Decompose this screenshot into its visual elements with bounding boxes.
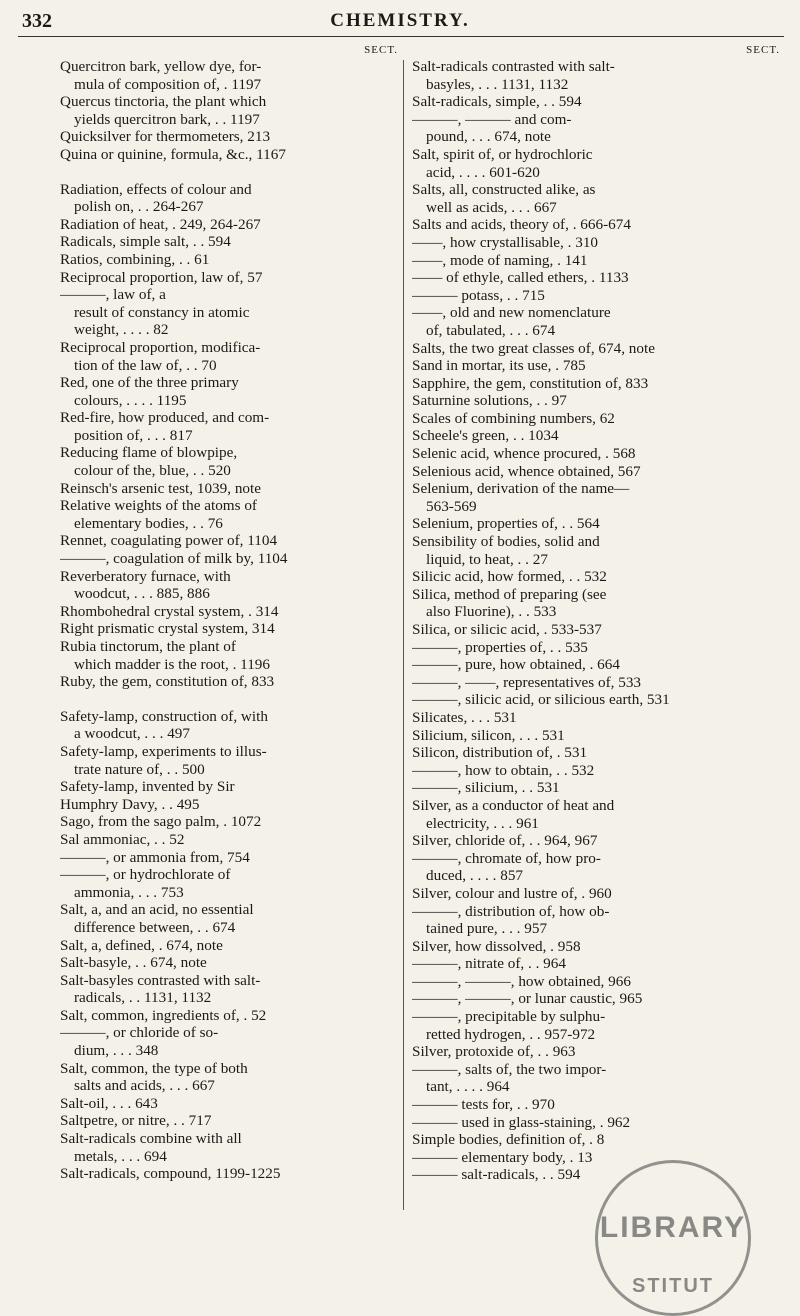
index-line: Reinsch's arsenic test, 1039, note xyxy=(60,479,261,497)
index-line: Red-fire, how produced, and com- xyxy=(60,409,270,427)
index-line: tained pure, . . . 957 xyxy=(426,920,548,938)
index-line: ——— used in glass-staining, . 962 xyxy=(412,1113,631,1131)
index-line: basyles, . . . 1131, 1132 xyxy=(426,75,569,93)
index-line: Relative weights of the atoms of xyxy=(60,497,257,515)
index-line: Salts, all, constructed alike, as xyxy=(412,181,596,199)
index-line: tant, . . . . 964 xyxy=(426,1078,510,1096)
index-line: Salt-radicals, simple, . . 594 xyxy=(412,93,582,111)
index-line: ——— elementary body, . 13 xyxy=(412,1148,593,1166)
column-divider xyxy=(403,60,404,1210)
index-line: ——, how crystallisable, . 310 xyxy=(412,233,599,251)
index-line: Scales of combining numbers, 62 xyxy=(412,409,615,427)
index-line: Salts, the two great classes of, 674, note xyxy=(412,339,655,357)
index-line: ———, salts of, the two impor- xyxy=(412,1060,607,1078)
index-line: Salt, spirit of, or hydrochloric xyxy=(412,145,593,163)
index-line: Safety-lamp, invented by Sir xyxy=(60,778,235,796)
index-line: of, tabulated, . . . 674 xyxy=(426,321,556,339)
header-rule xyxy=(18,36,784,37)
index-line: metals, . . . 694 xyxy=(74,1147,167,1165)
index-line: radicals, . . 1131, 1132 xyxy=(74,989,212,1007)
index-line: Silver, protoxide of, . . 963 xyxy=(412,1043,576,1061)
index-line: Saltpetre, or nitre, . . 717 xyxy=(60,1112,212,1130)
index-line: Salt-radicals combine with all xyxy=(60,1130,242,1148)
running-head: CHEMISTRY. xyxy=(330,10,470,31)
index-line: Ruby, the gem, constitution of, 833 xyxy=(60,673,275,691)
index-column-right xyxy=(412,42,784,1184)
index-line: Simple bodies, definition of, . 8 xyxy=(412,1131,605,1149)
index-line: Silicates, . . . 531 xyxy=(412,708,517,726)
index-line: retted hydrogen, . . 957-972 xyxy=(426,1025,596,1043)
index-line: Selenium, derivation of the name— xyxy=(412,480,630,498)
index-line: ———, precipitable by sulphu- xyxy=(412,1008,606,1026)
index-line: Scheele's green, . . 1034 xyxy=(412,427,559,445)
index-line: Salt-basyle, . . 674, note xyxy=(60,954,207,972)
index-line: ———, silicium, . . 531 xyxy=(412,779,560,797)
entries-left xyxy=(60,58,402,1183)
index-line: ——, old and new nomenclature xyxy=(412,304,611,322)
index-line: Quina or quinine, formula, &c., 1167 xyxy=(60,145,286,163)
index-line: ———, properties of, . . 535 xyxy=(412,638,588,656)
index-line: colour of the, blue, . . 520 xyxy=(74,462,231,480)
index-line: ——, mode of naming, . 141 xyxy=(412,251,588,269)
index-line: ———, distribution of, how ob- xyxy=(412,902,610,920)
index-line: woodcut, . . . 885, 886 xyxy=(74,585,210,603)
index-line: colours, . . . . 1195 xyxy=(74,391,187,409)
index-line: yields quercitron bark, . . 1197 xyxy=(74,110,260,128)
index-line: Sago, from the sago palm, . 1072 xyxy=(60,813,262,831)
sect-label-right: SECT. xyxy=(746,44,780,56)
index-line: salts and acids, . . . 667 xyxy=(74,1077,215,1095)
stamp-text-library: LIBRARY xyxy=(599,1211,747,1244)
entries-right xyxy=(412,58,784,1184)
index-line: Silica, or silicic acid, . 533-537 xyxy=(412,621,602,638)
index-line: Sand in mortar, its use, . 785 xyxy=(412,357,586,375)
index-line: Rennet, coagulating power of, 1104 xyxy=(60,532,278,550)
index-line: Silicium, silicon, . . . 531 xyxy=(412,726,565,744)
index-line: polish on, . . 264-267 xyxy=(74,198,204,216)
index-line: ———, or hydrochlorate of xyxy=(60,866,231,884)
index-line: ——— salt-radicals, . . 594 xyxy=(412,1166,581,1184)
index-line: pound, . . . 674, note xyxy=(426,128,551,146)
index-line: Selenic acid, whence procured, . 568 xyxy=(412,445,636,463)
index-line: ———, ——, representatives of, 533 xyxy=(412,673,642,691)
index-line: Silver, how dissolved, . 958 xyxy=(412,937,581,955)
index-line: difference between, . . 674 xyxy=(74,918,236,936)
index-line: electricity, . . . 961 xyxy=(426,814,539,832)
index-line: Silver, chloride of, . . 964, 967 xyxy=(412,832,598,850)
index-line: ———, pure, how obtained, . 664 xyxy=(412,656,620,674)
stamp-text-institute: STITUT xyxy=(632,1275,714,1297)
index-line: Radiation of heat, . 249, 264-267 xyxy=(60,215,261,233)
index-line: Quercitron bark, yellow dye, for- xyxy=(60,58,262,75)
index-line: 563-569 xyxy=(426,497,477,515)
section-gap xyxy=(60,691,402,708)
index-line: Saturnine solutions, . . 97 xyxy=(412,392,567,410)
index-line: Silicon, distribution of, . 531 xyxy=(412,744,588,762)
index-line: also Fluorine), . . 533 xyxy=(426,603,557,621)
index-line: Reciprocal proportion, modifica- xyxy=(60,338,261,356)
index-line: Humphry Davy, . . 495 xyxy=(60,795,200,813)
index-line: Sapphire, the gem, constitution of, 833 xyxy=(412,374,649,392)
index-line: result of constancy in atomic xyxy=(74,303,250,321)
index-line: Selenium, properties of, . . 564 xyxy=(412,515,600,533)
index-line: Quicksilver for thermometers, 213 xyxy=(60,128,271,146)
index-line: ———, chromate of, how pro- xyxy=(412,849,601,867)
index-line: Sensibility of bodies, solid and xyxy=(412,533,600,551)
index-line: Selenious acid, whence obtained, 567 xyxy=(412,462,641,480)
index-line: Salt-radicals contrasted with salt- xyxy=(412,58,615,75)
index-line: tion of the law of, . . 70 xyxy=(74,356,217,374)
index-line: Silica, method of preparing (see xyxy=(412,585,607,603)
index-line: a woodcut, . . . 497 xyxy=(74,725,190,743)
index-line: ———, silicic acid, or silicious earth, 531 xyxy=(412,691,670,709)
index-line: Safety-lamp, experiments to illus- xyxy=(60,742,267,760)
index-line: position of, . . . 817 xyxy=(74,426,193,444)
index-line: Salt, common, ingredients of, . 52 xyxy=(60,1006,267,1024)
index-column-left xyxy=(60,42,402,1183)
index-line: Ratios, combining, . . 61 xyxy=(60,250,210,268)
index-line: Salt-radicals, compound, 1199-1225 xyxy=(60,1165,281,1183)
index-line: Radiation, effects of colour and xyxy=(60,180,252,198)
index-line: liquid, to heat, . . 27 xyxy=(426,550,548,568)
index-line: Sal ammoniac, . . 52 xyxy=(60,830,185,848)
index-line: Quercus tinctoria, the plant which xyxy=(60,93,267,111)
index-line: Radicals, simple salt, . . 594 xyxy=(60,233,231,251)
index-line: Silver, colour and lustre of, . 960 xyxy=(412,884,612,902)
index-line: ———, how to obtain, . . 532 xyxy=(412,761,595,779)
index-line: dium, . . . 348 xyxy=(74,1042,159,1060)
index-line: Red, one of the three primary xyxy=(60,374,239,392)
index-line: Silver, as a conductor of heat and xyxy=(412,796,615,814)
index-line: well as acids, . . . 667 xyxy=(426,198,557,216)
index-line: ———, ———, how obtained, 966 xyxy=(412,972,631,990)
index-line: ———, ——— and com- xyxy=(412,110,572,128)
index-line: acid, . . . . 601-620 xyxy=(426,163,540,181)
index-line: mula of composition of, . 1197 xyxy=(74,75,262,93)
index-line: Salt, a, and an acid, no essential xyxy=(60,901,254,919)
index-line: ———, law of, a xyxy=(60,286,166,304)
sect-label-left: SECT. xyxy=(364,44,398,56)
section-gap xyxy=(60,164,402,181)
page-number: 332 xyxy=(22,10,52,32)
index-line: elementary bodies, . . 76 xyxy=(74,514,223,532)
index-line: ———, ———, or lunar caustic, 965 xyxy=(412,990,643,1008)
index-line: Salt, a, defined, . 674, note xyxy=(60,936,223,954)
index-line: ——— tests for, . . 970 xyxy=(412,1096,555,1114)
index-line: Salt-oil, . . . 643 xyxy=(60,1094,158,1112)
index-line: duced, . . . . 857 xyxy=(426,867,524,885)
index-line: which madder is the root, . 1196 xyxy=(74,655,270,673)
index-line: Right prismatic crystal system, 314 xyxy=(60,620,275,638)
index-line: Reciprocal proportion, law of, 57 xyxy=(60,268,263,286)
index-line: ———, or chloride of so- xyxy=(60,1024,219,1042)
index-line: Salt, common, the type of both xyxy=(60,1059,248,1077)
index-line: trate nature of, . . 500 xyxy=(74,760,205,778)
index-line: ———, coagulation of milk by, 1104 xyxy=(60,550,288,568)
index-line: Safety-lamp, construction of, with xyxy=(60,707,268,725)
index-line: Salts and acids, theory of, . 666-674 xyxy=(412,216,631,234)
index-line: Reducing flame of blowpipe, xyxy=(60,444,238,462)
index-line: Reverberatory furnace, with xyxy=(60,567,231,585)
index-line: ——— potass, . . 715 xyxy=(412,286,545,304)
index-line: Silicic acid, how formed, . . 532 xyxy=(412,568,607,586)
index-line: weight, . . . . 82 xyxy=(74,321,169,339)
index-line: ———, or ammonia from, 754 xyxy=(60,848,250,866)
index-line: ammonia, . . . 753 xyxy=(74,883,184,901)
index-line: ———, nitrate of, . . 964 xyxy=(412,955,566,973)
index-line: Rhombohedral crystal system, . 314 xyxy=(60,602,279,620)
index-line: Rubia tinctorum, the plant of xyxy=(60,638,236,655)
index-line: Salt-basyles contrasted with salt- xyxy=(60,971,261,989)
index-line: —— of ethyle, called ethers, . 1133 xyxy=(412,269,629,287)
library-stamp xyxy=(595,1160,751,1316)
